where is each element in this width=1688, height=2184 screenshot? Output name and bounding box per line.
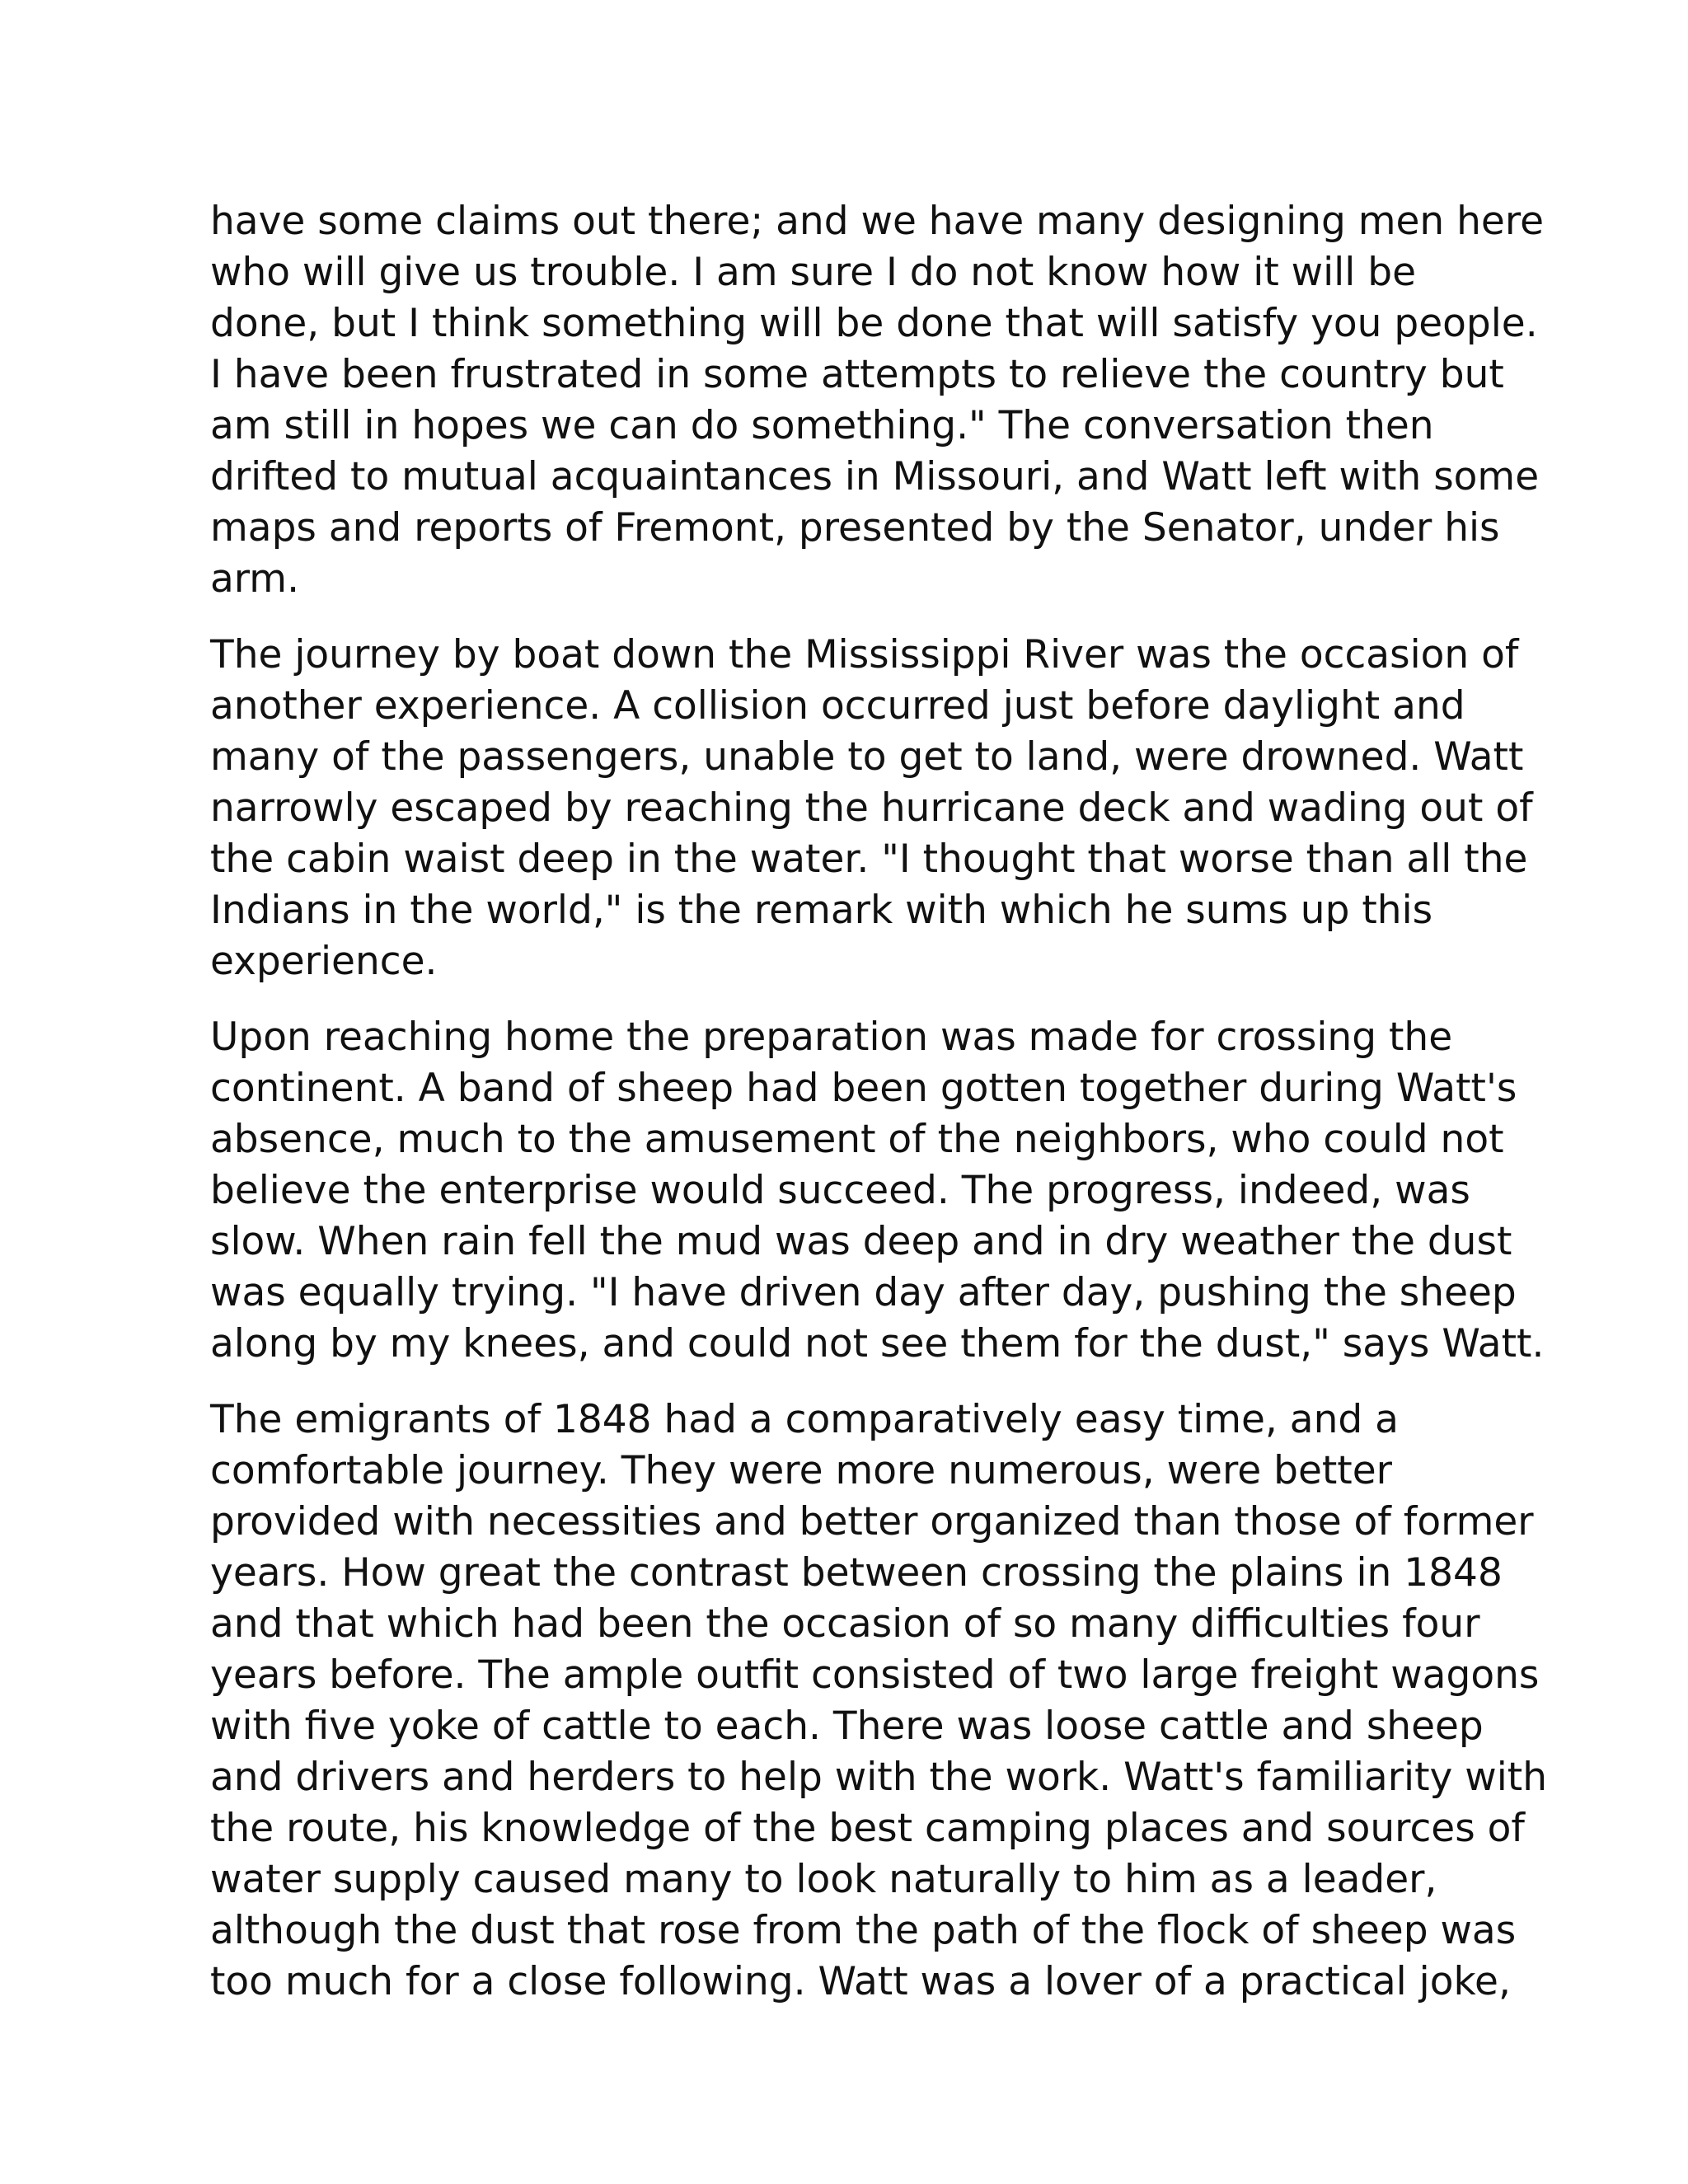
text-line: done, but I think something will be done that will satisfy you people.: [210, 301, 1538, 346]
document-page: [210, 196, 1547, 2032]
text-line: narrowly escaped by reaching the hurricane deck and wading out of: [210, 785, 1533, 831]
text-line: many of the passengers, unable to get to land, were drowned. Watt: [210, 734, 1524, 780]
text-line: and drivers and herders to help with the work. Watt's familiarity with: [210, 1755, 1547, 1800]
text-line: slow. When rain fell the mud was deep and in dry weather the dust: [210, 1219, 1512, 1264]
text-line: Upon reaching home the preparation was made for crossing the: [210, 1015, 1453, 1060]
text-line: maps and reports of Fremont, presented by the Senator, under his: [210, 505, 1500, 551]
text-line: have some claims out there; and we have many designing men here: [210, 199, 1545, 244]
text-line: the route, his knowledge of the best camping places and sources of: [210, 1806, 1525, 1851]
text-line: provided with necessities and better organized than those of former: [210, 1499, 1534, 1544]
paragraph-river-journey: [210, 630, 1533, 987]
text-line: The emigrants of 1848 had a comparatively easy time, and a: [210, 1397, 1399, 1442]
text-line: absence, much to the amusement of the neighbors, who could not: [210, 1117, 1504, 1162]
text-line: arm.: [210, 556, 300, 602]
text-line: years. How great the contrast between crossing the plains in 1848: [210, 1550, 1503, 1596]
text-line: Indians in the world," is the remark with which he sums up this: [210, 888, 1433, 933]
text-line: was equally trying. "I have driven day after day, pushing the sheep: [210, 1270, 1517, 1315]
text-line: comfortable journey. They were more numerous, were better: [210, 1448, 1392, 1493]
text-line: drifted to mutual acquaintances in Missouri, and Watt left with some: [210, 454, 1540, 499]
text-line: believe the enterprise would succeed. The progress, indeed, was: [210, 1168, 1470, 1213]
text-line: experience.: [210, 939, 438, 984]
text-line: The journey by boat down the Mississippi River was the occasion of: [210, 632, 1519, 677]
paragraph-senator-conversation: [210, 196, 1545, 605]
text-line: water supply caused many to look naturally to him as a leader,: [210, 1857, 1437, 1902]
text-line: am still in hopes we can do something." The conversation then: [210, 403, 1434, 448]
text-line: too much for a close following. Watt was a lover of a practical joke,: [210, 1959, 1511, 2004]
text-line: and that which had been the occasion of so many difficulties four: [210, 1601, 1480, 1647]
text-line: the cabin waist deep in the water. "I thought that worse than all the: [210, 837, 1528, 882]
paragraph-emigrants-1848: [210, 1394, 1547, 2008]
text-line: with five yoke of cattle to each. There was loose cattle and sheep: [210, 1704, 1484, 1749]
text-line: along by my knees, and could not see them for the dust," says Watt.: [210, 1321, 1545, 1366]
text-line: continent. A band of sheep had been gotten together during Watt's: [210, 1066, 1517, 1111]
text-line: another experience. A collision occurred just before daylight and: [210, 683, 1465, 729]
text-line: years before. The ample outfit consisted of two large freight wagons: [210, 1652, 1540, 1698]
text-line: who will give us trouble. I am sure I do not know how it will be: [210, 250, 1416, 295]
paragraph-sheep-drive: [210, 1012, 1545, 1370]
text-line: I have been frustrated in some attempts to relieve the country but: [210, 352, 1504, 397]
text-line: although the dust that rose from the path of the flock of sheep was: [210, 1908, 1517, 1953]
